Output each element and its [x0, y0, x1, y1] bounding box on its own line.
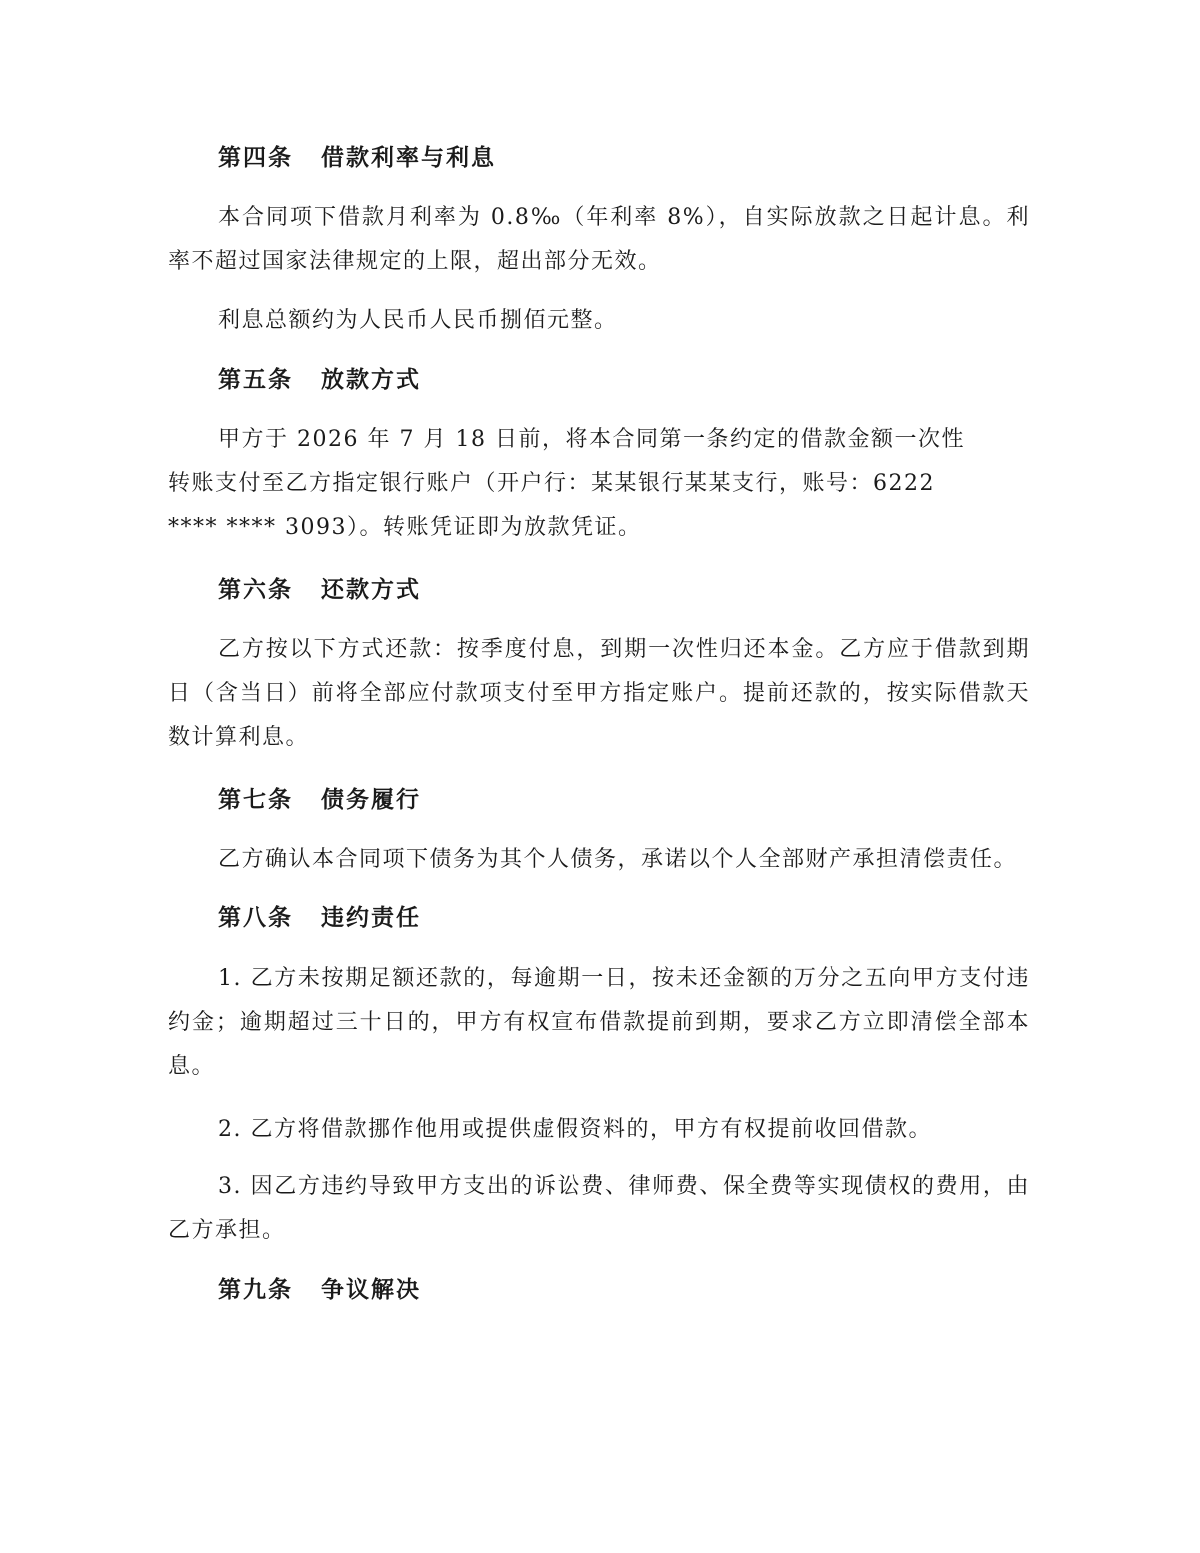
article-title: 借款利率与利息 [321, 144, 496, 171]
paragraph: 3. 因乙方违约导致甲方支出的诉讼费、律师费、保全费等实现债权的费用，由乙方承担。 [168, 1174, 1030, 1243]
section-heading [218, 778, 1030, 822]
article-number: 第七条 [218, 786, 293, 813]
section-heading [218, 136, 1030, 180]
paragraph: 2. 乙方将借款挪作他用或提供虚假资料的，甲方有权提前收回借款。 [218, 1117, 932, 1142]
paragraph: 乙方确认本合同项下债务为其个人债务，承诺以个人全部财产承担清偿责任。 [218, 847, 1018, 872]
article-number: 第八条 [218, 904, 293, 931]
article-title: 债务履行 [321, 786, 421, 813]
article-number: 第六条 [218, 576, 293, 603]
paragraph: 本合同项下借款月利率为 0.8‰（年利率 8%），自实际放款之日起计息。利率不超过国家法律规定的上限，超出部分无效。 [168, 205, 1030, 274]
article-number: 第五条 [218, 366, 293, 393]
section-heading [218, 568, 1030, 612]
section-heading [218, 1268, 1030, 1312]
paragraph: 利息总额约为人民币人民币捌佰元整。 [218, 308, 618, 333]
section-heading [218, 358, 1030, 402]
article-title: 放款方式 [321, 366, 421, 393]
article-number: 第四条 [218, 144, 293, 171]
article-number: 第九条 [218, 1276, 293, 1303]
paragraph: 甲方于 2026 年 7 月 18 日前，将本合同第一条约定的借款金额一次性转账支付至乙方指定银行账户（开户行：某某银行某某支行，账号：6222 **** **** 3093）。转账凭证即为放款凭证。 [168, 427, 965, 540]
paragraph: 1. 乙方未按期足额还款的，每逾期一日，按未还金额的万分之五向甲方支付违约金；逾期超过三十日的，甲方有权宣布借款提前到期，要求乙方立即清偿全部本息。 [168, 966, 1030, 1079]
article-title: 违约责任 [321, 904, 421, 931]
section-heading [218, 896, 1030, 940]
article-title: 争议解决 [321, 1276, 421, 1303]
paragraph: 乙方按以下方式还款：按季度付息，到期一次性归还本金。乙方应于借款到期日（含当日）前将全部应付款项支付至甲方指定账户。提前还款的，按实际借款天数计算利息。 [168, 637, 1030, 750]
article-title: 还款方式 [321, 576, 421, 603]
